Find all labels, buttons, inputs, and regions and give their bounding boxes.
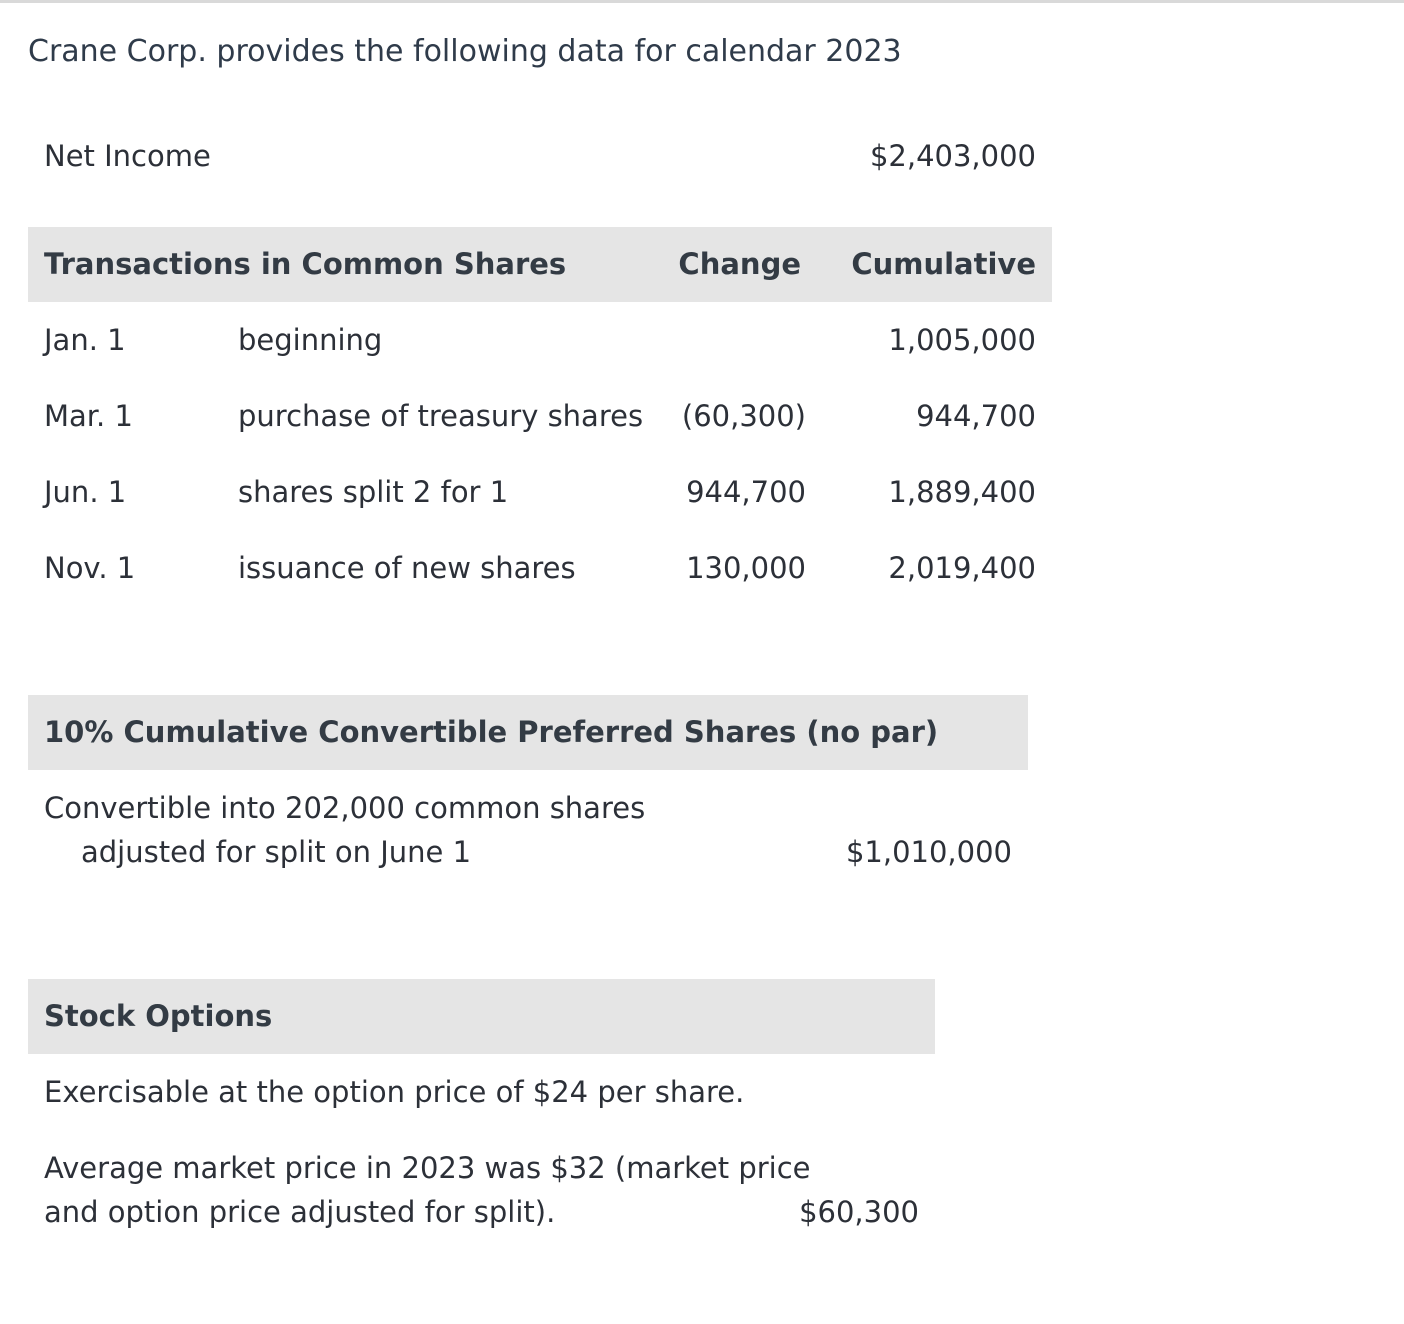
preferred-title: 10% Cumulative Convertible Preferred Shares (no par) xyxy=(44,715,939,749)
row-change: 130,000 xyxy=(686,551,806,585)
row-date: Nov. 1 xyxy=(44,551,136,585)
stock-options-title: Stock Options xyxy=(44,999,273,1033)
stock-options-value: $60,300 xyxy=(799,1195,919,1229)
change-column-header: Change xyxy=(678,247,801,281)
preferred-value: $1,010,000 xyxy=(845,835,1012,869)
stock-options-line3: and option price adjusted for split). xyxy=(44,1195,556,1229)
preferred-description-line1: Convertible into 202,000 common shares xyxy=(44,791,646,825)
row-cumulative: 1,005,000 xyxy=(888,323,1036,357)
row-date: Mar. 1 xyxy=(44,399,133,433)
cumulative-column-header: Cumulative xyxy=(851,247,1036,281)
row-description: beginning xyxy=(238,323,383,357)
net-income-value: $2,403,000 xyxy=(869,139,1036,173)
row-change: (60,300) xyxy=(681,399,806,433)
preferred-description-line2: adjusted for split on June 1 xyxy=(81,835,472,869)
intro-text: Crane Corp. provides the following data for calendar 2023 xyxy=(28,34,902,69)
stock-options-line1: Exercisable at the option price of $24 per share. xyxy=(44,1075,745,1109)
common-shares-title: Transactions in Common Shares xyxy=(44,247,567,281)
row-date: Jun. 1 xyxy=(44,475,127,509)
row-description: shares split 2 for 1 xyxy=(238,475,509,509)
row-cumulative: 1,889,400 xyxy=(888,475,1036,509)
row-cumulative: 944,700 xyxy=(916,399,1036,433)
row-date: Jan. 1 xyxy=(44,323,126,357)
row-cumulative: 2,019,400 xyxy=(888,551,1036,585)
row-description: issuance of new shares xyxy=(238,551,576,585)
row-change: 944,700 xyxy=(686,475,806,509)
top-divider xyxy=(0,0,1404,3)
net-income-label: Net Income xyxy=(44,139,211,173)
row-description: purchase of treasury shares xyxy=(238,399,644,433)
stock-options-line2: Average market price in 2023 was $32 (market price xyxy=(44,1151,811,1185)
